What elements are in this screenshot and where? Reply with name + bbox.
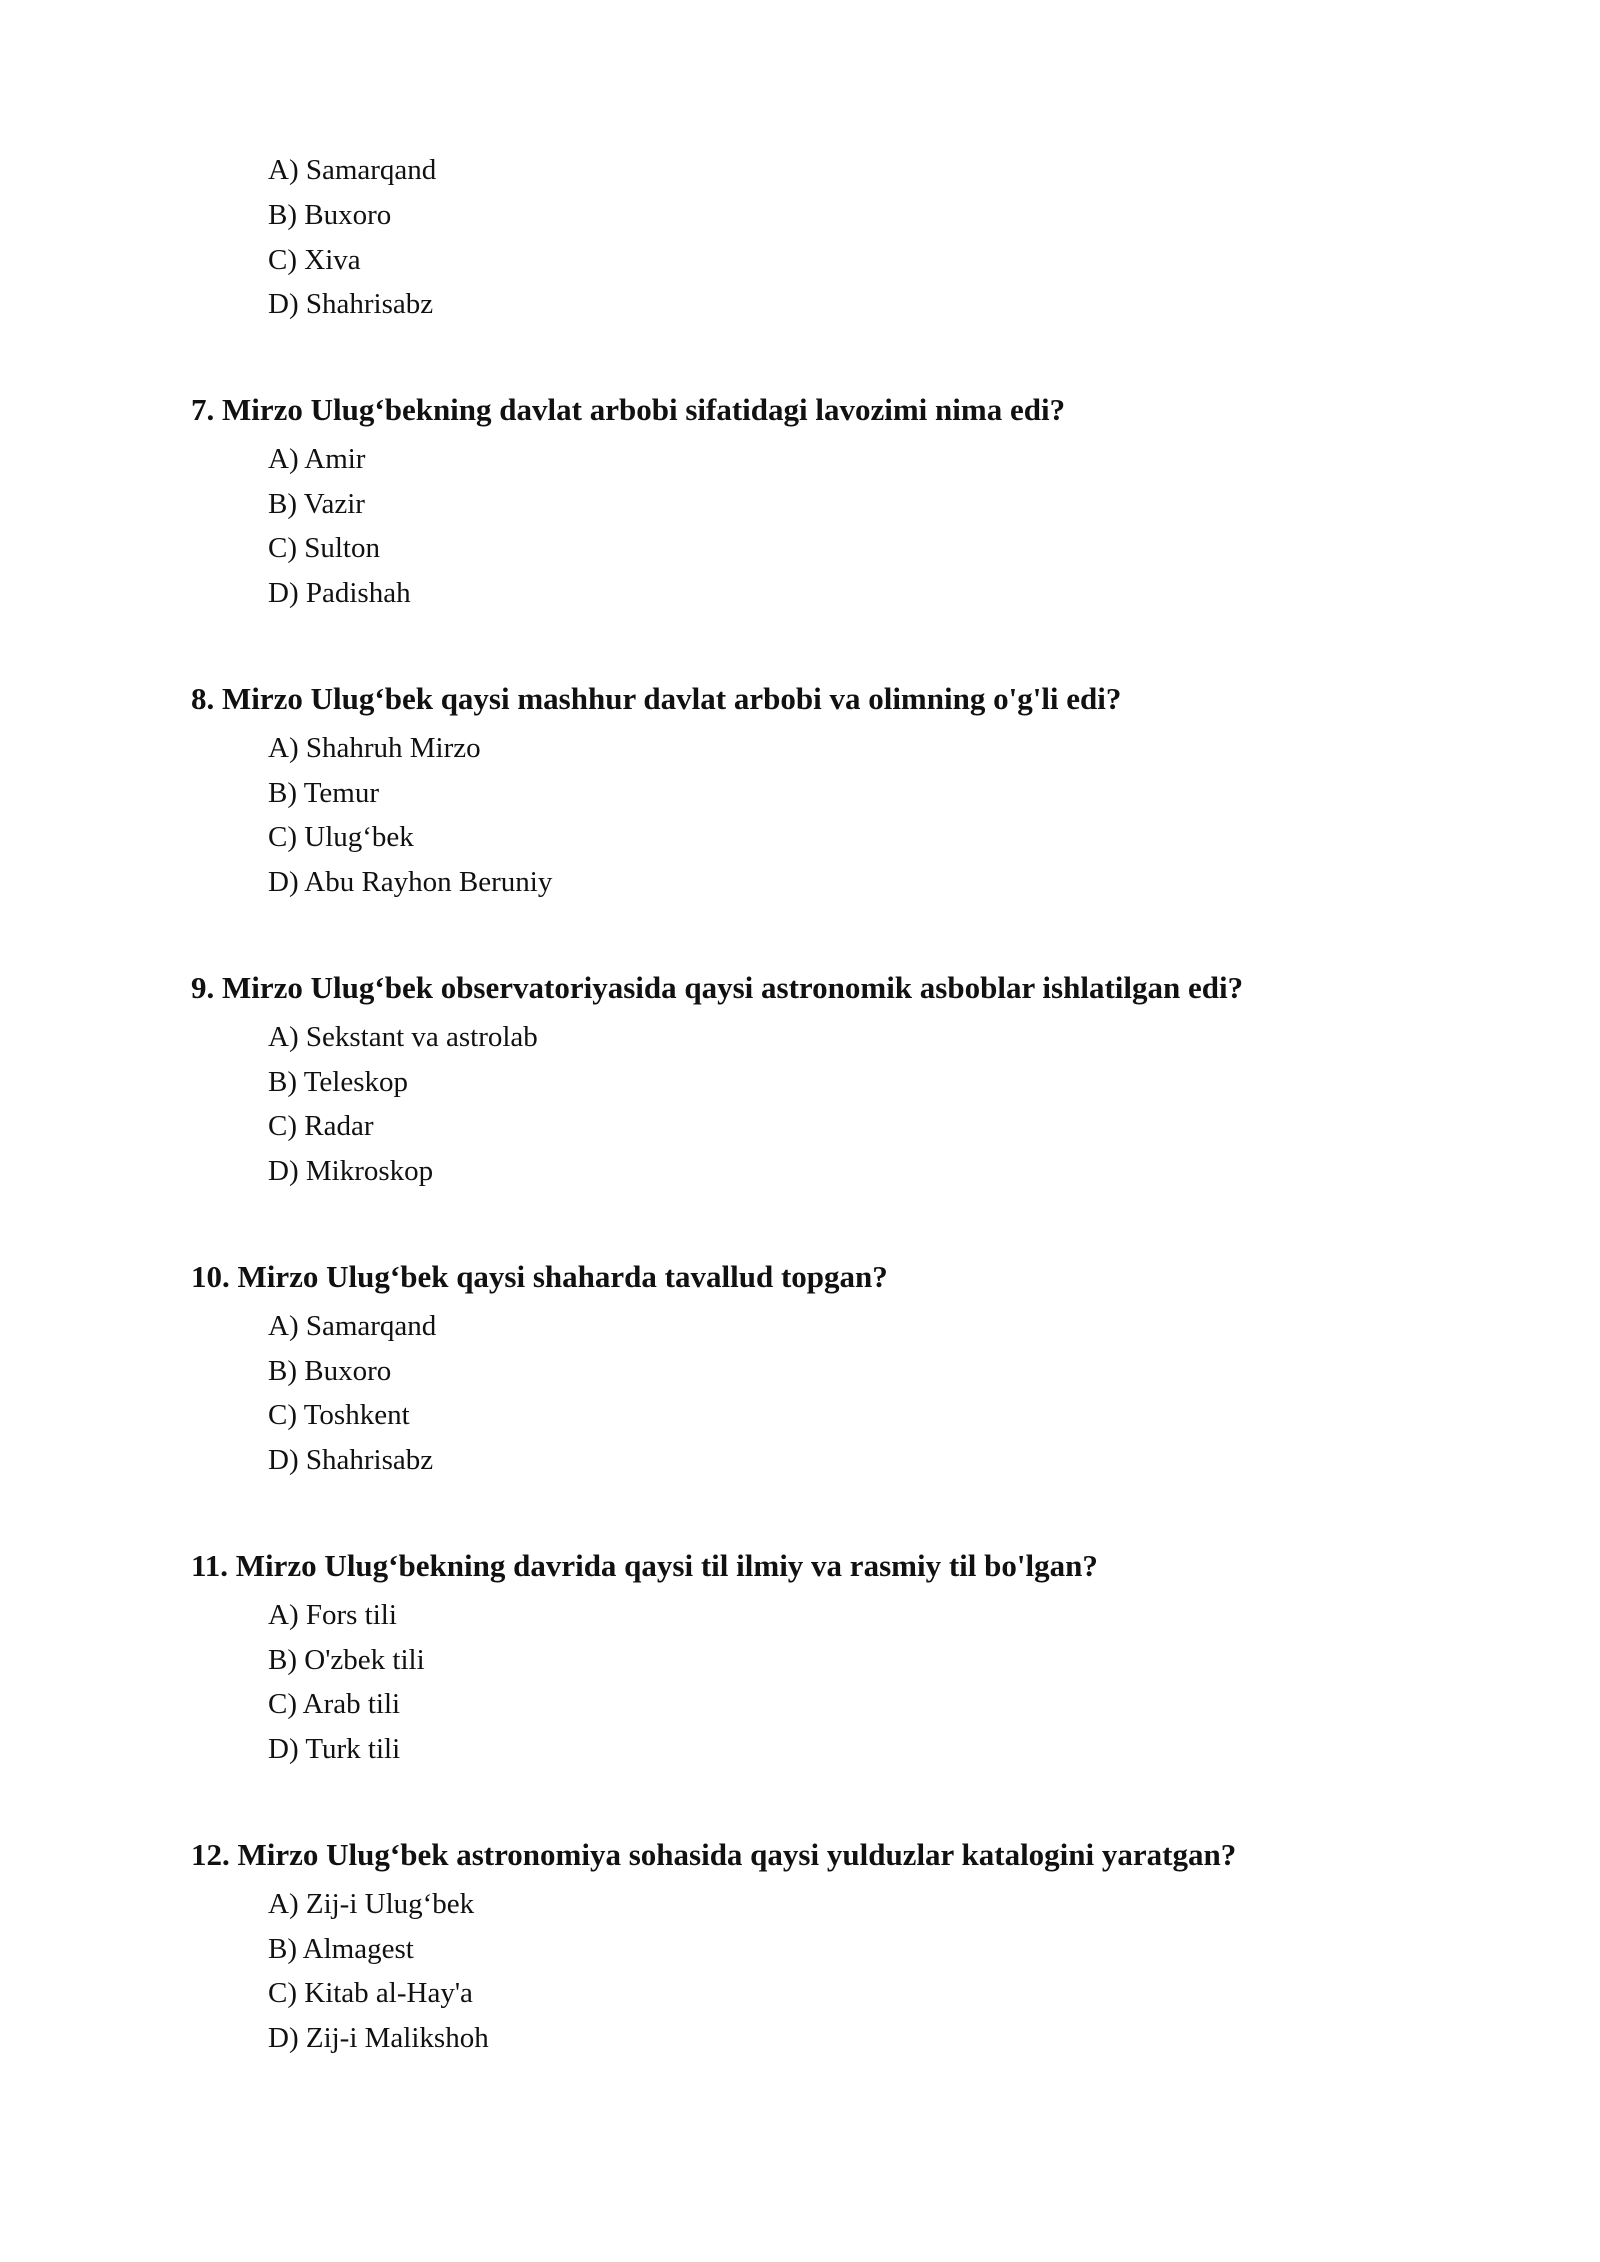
option-c: C) Toshkent xyxy=(268,1399,410,1431)
option-c: C) Kitab al-Hay'a xyxy=(268,1977,473,2009)
option-a: A) Shahruh Mirzo xyxy=(268,732,481,764)
option-a: A) Zij-i Ulug‘bek xyxy=(268,1888,475,1920)
option-a: A) Sekstant va astrolab xyxy=(268,1021,538,1053)
option-b: B) Teleskop xyxy=(268,1066,409,1098)
question-title: 12. Mirzo Ulug‘bek astronomiya sohasida qaysi yulduzlar katalogini yaratgan? xyxy=(191,1837,1237,1872)
option-a: A) Amir xyxy=(268,443,366,475)
question-title: 7. Mirzo Ulug‘bekning davlat arbobi sifatidagi lavozimi nima edi? xyxy=(191,392,1066,427)
option-d: D) Shahrisabz xyxy=(268,288,434,320)
option-c: C) Ulug‘bek xyxy=(268,821,414,853)
option-b: B) Temur xyxy=(268,777,380,809)
option-b: B) Buxoro xyxy=(268,1355,392,1387)
option-c: C) Radar xyxy=(268,1110,374,1142)
question-title: 8. Mirzo Ulug‘bek qaysi mashhur davlat arbobi va olimning o'g'li edi? xyxy=(191,681,1122,716)
question-title: 9. Mirzo Ulug‘bek observatoriyasida qaysi astronomik asboblar ishlatilgan edi? xyxy=(191,970,1244,1005)
question-title: 10. Mirzo Ulug‘bek qaysi shaharda tavallud topgan? xyxy=(191,1259,888,1294)
option-d: D) Padishah xyxy=(268,577,411,609)
option-d: D) Turk tili xyxy=(268,1733,401,1765)
option-a: A) Samarqand xyxy=(268,1310,437,1342)
option-b: B) Almagest xyxy=(268,1933,414,1965)
option-b: B) Buxoro xyxy=(268,199,392,231)
question-title: 11. Mirzo Ulug‘bekning davrida qaysi til ilmiy va rasmiy til bo'lgan? xyxy=(191,1548,1098,1583)
option-d: D) Shahrisabz xyxy=(268,1444,434,1476)
option-d: D) Mikroskop xyxy=(268,1155,434,1187)
option-d: D) Zij-i Malikshoh xyxy=(268,2022,489,2054)
option-a: A) Samarqand xyxy=(268,154,437,186)
option-a: A) Fors tili xyxy=(268,1599,397,1631)
option-c: C) Xiva xyxy=(268,244,361,276)
option-b: B) O'zbek tili xyxy=(268,1644,425,1676)
option-c: C) Arab tili xyxy=(268,1688,401,1720)
option-b: B) Vazir xyxy=(268,488,365,520)
option-d: D) Abu Rayhon Beruniy xyxy=(268,866,553,898)
option-c: C) Sulton xyxy=(268,532,380,564)
